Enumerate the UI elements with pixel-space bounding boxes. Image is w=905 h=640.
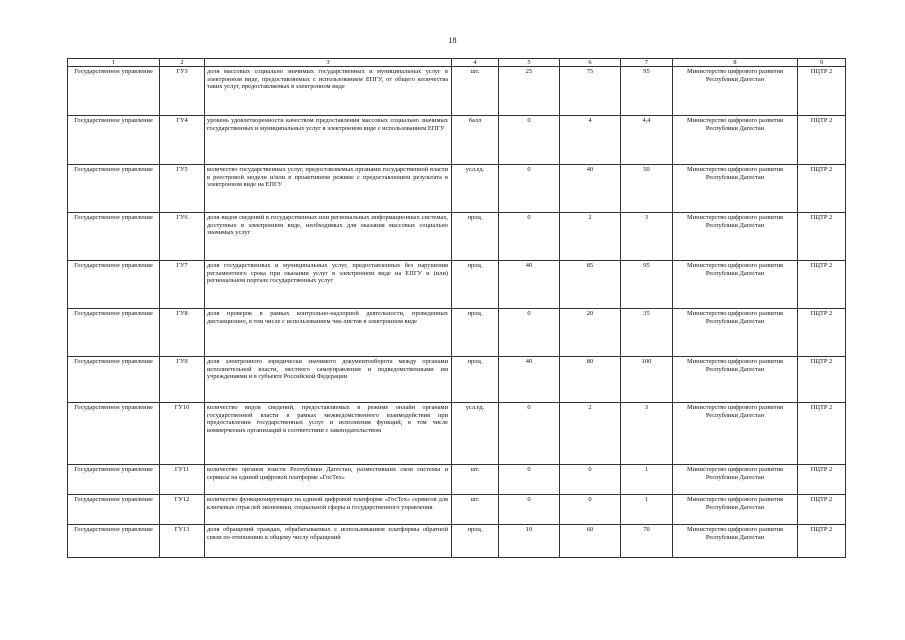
value-cell: 1 [621, 495, 673, 525]
unit-cell: шт. [452, 465, 499, 495]
indicator-area-cell: Государственное управление [68, 495, 160, 525]
indicator-area-cell: Государственное управление [68, 67, 160, 116]
indicator-code-cell: ГУ11 [160, 465, 205, 495]
indicator-area-cell: Государственное управление [68, 525, 160, 558]
column-header: 2 [160, 59, 205, 67]
value-cell: 40 [499, 261, 560, 309]
unit-cell: балл [452, 116, 499, 165]
indicator-description-cell: доля проверок в рамках контрольно-надзорной деятельности, проведенных дистанционно, в том числе с использованием чек-листов в электронном виде [205, 309, 452, 357]
unit-cell: проц. [452, 261, 499, 309]
table-row [68, 525, 846, 558]
indicator-area-cell: Государственное управление [68, 357, 160, 403]
column-header: 8 [673, 59, 798, 67]
table-row [68, 261, 846, 309]
table-row [68, 465, 846, 495]
unit-cell: усл.ед. [452, 165, 499, 213]
indicator-code-cell: ГУ7 [160, 261, 205, 309]
table-row [68, 403, 846, 465]
program-cell: ПЦТР 2 [798, 403, 846, 465]
responsible-cell: Министерство цифрового развития Республики Дагестан [673, 403, 798, 465]
table-row [68, 213, 846, 261]
responsible-cell: Министерство цифрового развития Республики Дагестан [673, 465, 798, 495]
indicator-description-cell: количество органов власти Республики Дагестан, разместивших свои системы и сервисы на единой цифровой платформе «ГосТех» [205, 465, 452, 495]
value-cell: 70 [621, 525, 673, 558]
indicator-code-cell: ГУ8 [160, 309, 205, 357]
indicator-area-cell: Государственное управление [68, 116, 160, 165]
indicator-description-cell: доля электронного юридически значимого документооборота между органами исполнительной власти, местного самоуправления и подведомственными им учреждениями и в субъекте Российской Федерации [205, 357, 452, 403]
program-cell: ПЦТР 2 [798, 309, 846, 357]
value-cell: 0 [499, 165, 560, 213]
value-cell: 85 [560, 261, 621, 309]
table-row [68, 357, 846, 403]
indicators-table [67, 58, 846, 558]
indicator-code-cell: ГУ5 [160, 165, 205, 213]
indicator-description-cell: доля государственных и муниципальных услуг, предоставленных без нарушения регламентного срока при оказании услуг в электронном виде на ЕПГУ и (или) региональном портале государственных услуг [205, 261, 452, 309]
table-row [68, 116, 846, 165]
indicator-description-cell: количество государственных услуг, предоставляемых органами государственной власти в реестровой модели и/или в проактивном режиме с предоставлением результата в электронном виде на ЕПГУ [205, 165, 452, 213]
responsible-cell: Министерство цифрового развития Республики Дагестан [673, 116, 798, 165]
column-header: 1 [68, 59, 160, 67]
value-cell: 0 [560, 495, 621, 525]
value-cell: 0 [499, 465, 560, 495]
value-cell: 95 [621, 261, 673, 309]
value-cell: 4 [560, 116, 621, 165]
unit-cell: усл.ед. [452, 403, 499, 465]
responsible-cell: Министерство цифрового развития Республики Дагестан [673, 495, 798, 525]
value-cell: 60 [560, 525, 621, 558]
value-cell: 0 [499, 495, 560, 525]
responsible-cell: Министерство цифрового развития Республики Дагестан [673, 213, 798, 261]
value-cell: 20 [560, 309, 621, 357]
unit-cell: шт. [452, 67, 499, 116]
column-header: 5 [499, 59, 560, 67]
responsible-cell: Министерство цифрового развития Республики Дагестан [673, 525, 798, 558]
indicator-description-cell: доля массовых социально значимых государственных и муниципальных услуг в электронном виде, предоставляемых с использованием ЕПГУ, от общего количества таких услуг, предоставляемых в электронном виде [205, 67, 452, 116]
indicator-code-cell: ГУ13 [160, 525, 205, 558]
unit-cell: шт. [452, 495, 499, 525]
indicator-code-cell: ГУ9 [160, 357, 205, 403]
value-cell: 3 [621, 403, 673, 465]
indicator-area-cell: Государственное управление [68, 213, 160, 261]
header-row [68, 59, 846, 67]
value-cell: 0 [499, 213, 560, 261]
indicator-code-cell: ГУ10 [160, 403, 205, 465]
indicator-description-cell: количество функционирующих на единой цифровой платформе «ГосТех» сервисов для ключевых отраслей экономики, социальной сферы и государственного управления [205, 495, 452, 525]
value-cell: 2 [560, 213, 621, 261]
value-cell: 40 [560, 165, 621, 213]
column-header: 4 [452, 59, 499, 67]
table-row [68, 165, 846, 213]
responsible-cell: Министерство цифрового развития Республики Дагестан [673, 309, 798, 357]
indicator-code-cell: ГУ6 [160, 213, 205, 261]
value-cell: 35 [621, 309, 673, 357]
value-cell: 0 [560, 465, 621, 495]
program-cell: ПЦТР 2 [798, 213, 846, 261]
table-row [68, 495, 846, 525]
indicator-area-cell: Государственное управление [68, 309, 160, 357]
program-cell: ПЦТР 2 [798, 67, 846, 116]
table-row [68, 309, 846, 357]
program-cell: ПЦТР 2 [798, 357, 846, 403]
column-header: 3 [205, 59, 452, 67]
indicator-code-cell: ГУ4 [160, 116, 205, 165]
program-cell: ПЦТР 2 [798, 495, 846, 525]
program-cell: ПЦТР 2 [798, 116, 846, 165]
page-number: 18 [448, 36, 457, 45]
value-cell: 95 [621, 67, 673, 116]
indicator-description-cell: уровень удовлетворенности качеством предоставления массовых социально значимых государственных и муниципальных услуг в электронном виде с использованием ЕПГУ [205, 116, 452, 165]
responsible-cell: Министерство цифрового развития Республики Дагестан [673, 261, 798, 309]
program-cell: ПЦТР 2 [798, 465, 846, 495]
responsible-cell: Министерство цифрового развития Республики Дагестан [673, 67, 798, 116]
responsible-cell: Министерство цифрового развития Республики Дагестан [673, 357, 798, 403]
value-cell: 75 [560, 67, 621, 116]
value-cell: 10 [499, 525, 560, 558]
indicator-code-cell: ГУ3 [160, 67, 205, 116]
indicator-area-cell: Государственное управление [68, 465, 160, 495]
program-cell: ПЦТР 2 [798, 165, 846, 213]
table-row [68, 67, 846, 116]
column-header: 6 [560, 59, 621, 67]
responsible-cell: Министерство цифрового развития Республики Дагестан [673, 165, 798, 213]
value-cell: 0 [499, 403, 560, 465]
unit-cell: проц. [452, 357, 499, 403]
column-header: 9 [798, 59, 846, 67]
unit-cell: проц. [452, 309, 499, 357]
column-header: 7 [621, 59, 673, 67]
value-cell: 80 [560, 357, 621, 403]
indicator-area-cell: Государственное управление [68, 403, 160, 465]
value-cell: 2 [560, 403, 621, 465]
indicator-area-cell: Государственное управление [68, 261, 160, 309]
indicator-area-cell: Государственное управление [68, 165, 160, 213]
program-cell: ПЦТР 2 [798, 525, 846, 558]
indicator-code-cell: ГУ12 [160, 495, 205, 525]
program-cell: ПЦТР 2 [798, 261, 846, 309]
value-cell: 4,4 [621, 116, 673, 165]
indicator-description-cell: количество видов сведений, предоставляемых в режиме онлайн органами государственной власти в рамках межведомственного взаимодействия при предоставлении государственных услуг и исполнения функций, в том числе коммерческих организаций в соответствии с законодательством [205, 403, 452, 465]
value-cell: 50 [621, 165, 673, 213]
value-cell: 100 [621, 357, 673, 403]
unit-cell: проц. [452, 213, 499, 261]
value-cell: 1 [621, 465, 673, 495]
unit-cell: проц. [452, 525, 499, 558]
value-cell: 0 [499, 309, 560, 357]
value-cell: 25 [499, 67, 560, 116]
value-cell: 40 [499, 357, 560, 403]
value-cell: 3 [621, 213, 673, 261]
indicator-description-cell: доля обращений граждан, обрабатываемых с использованием платформы обратной связи по отношению к общему числу обращений [205, 525, 452, 558]
indicator-description-cell: доля видов сведений в государственных или региональных информационных системах, доступных в электронном виде, необходимых для оказания массовых социально значимых услуг [205, 213, 452, 261]
value-cell: 0 [499, 116, 560, 165]
